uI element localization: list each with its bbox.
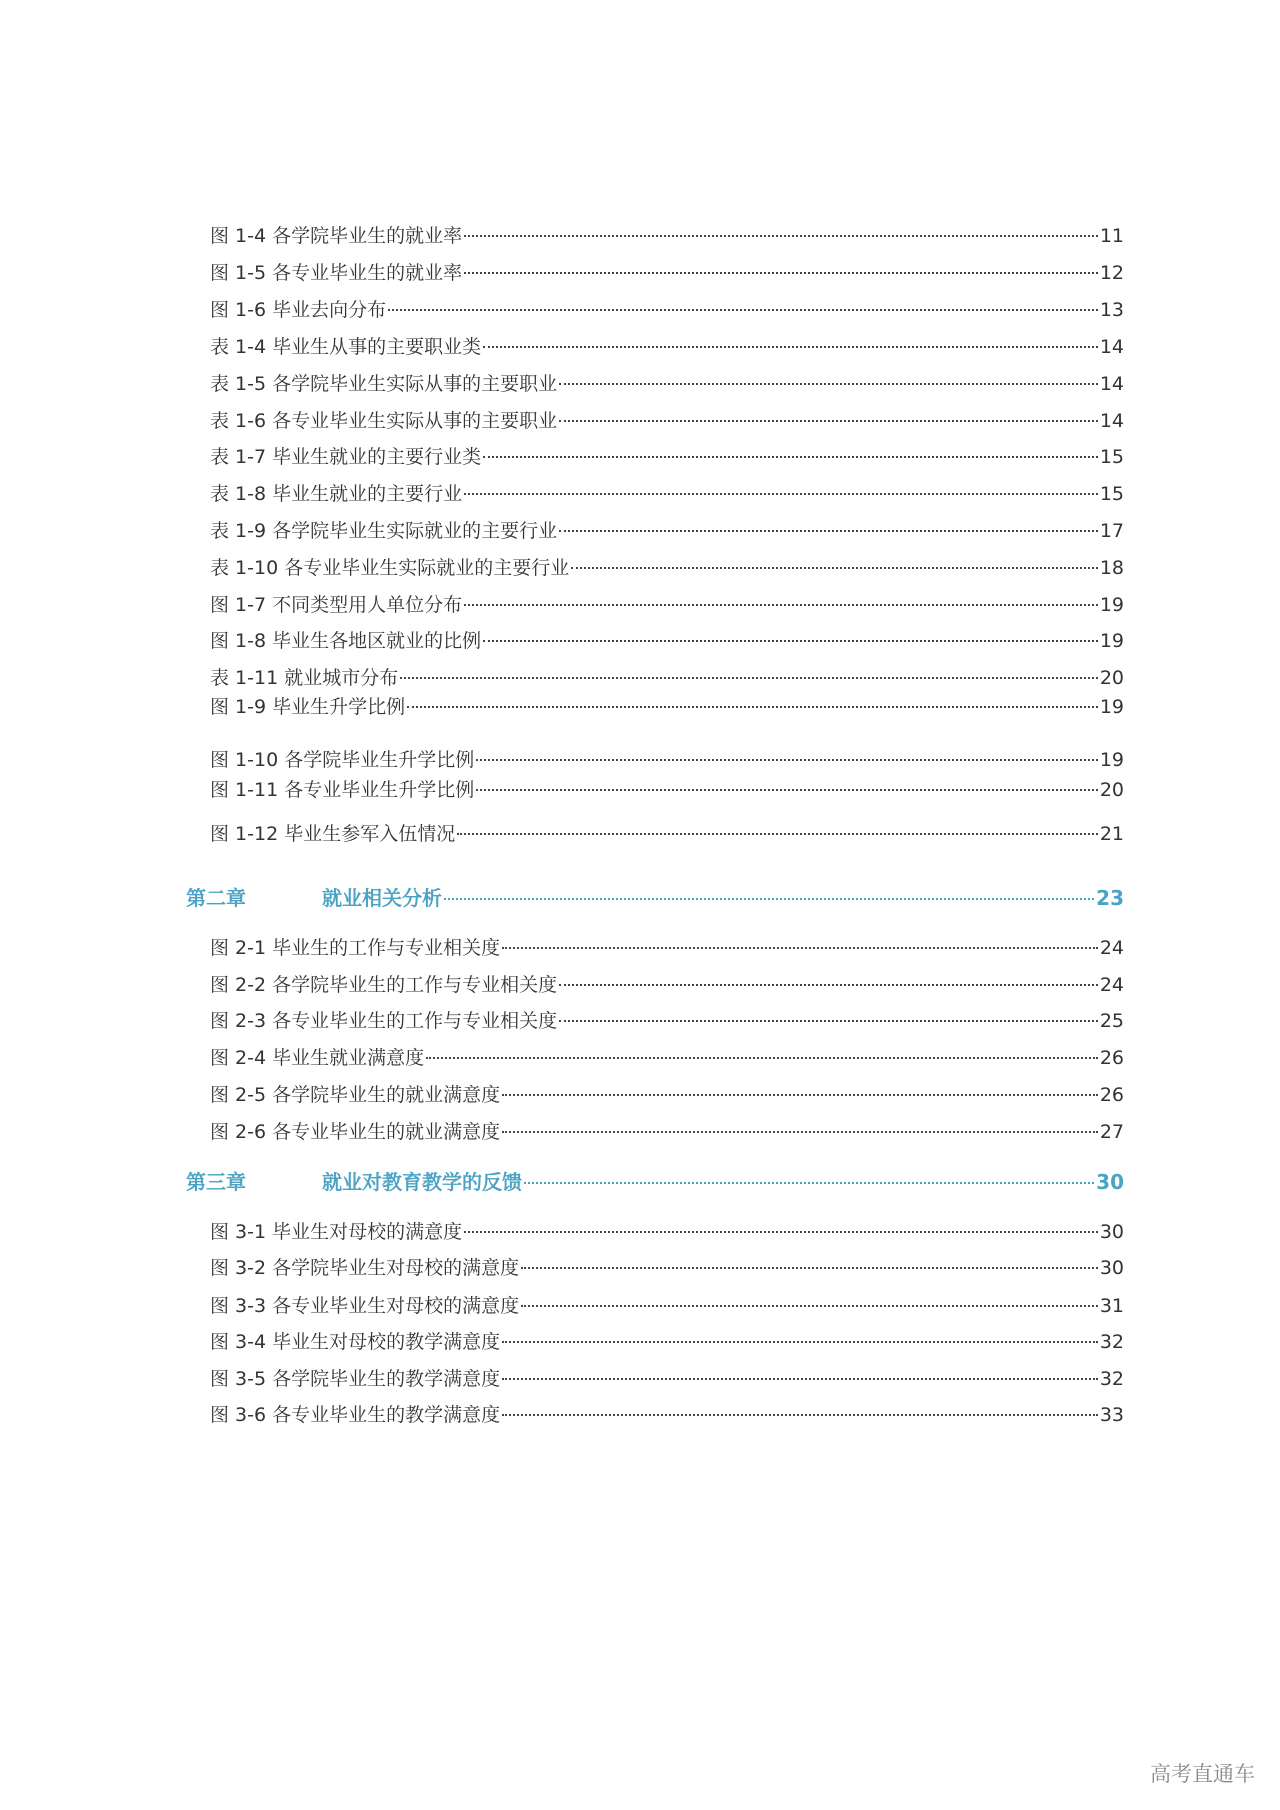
- page-number: 31: [1099, 1295, 1124, 1317]
- toc-entry[interactable]: [210, 821, 1124, 847]
- chapter-title: 就业相关分析: [322, 886, 442, 910]
- page-number: 14: [1099, 373, 1124, 395]
- dot-leader: [521, 1267, 1098, 1269]
- page-number: 19: [1099, 696, 1124, 718]
- page-number: 30: [1099, 1221, 1124, 1243]
- dot-leader: [571, 567, 1098, 569]
- toc-entry[interactable]: [210, 1255, 1124, 1281]
- page-number: 19: [1099, 630, 1124, 652]
- page-number: 30: [1099, 1257, 1124, 1279]
- dot-leader: [407, 706, 1098, 708]
- toc-entry[interactable]: [210, 481, 1124, 507]
- toc-entry[interactable]: [210, 555, 1124, 581]
- entry-label: 图 2-4 毕业生就业满意度: [210, 1047, 425, 1069]
- dot-leader: [464, 272, 1098, 274]
- dot-leader: [559, 420, 1098, 422]
- dot-leader: [464, 1231, 1098, 1233]
- page-number: 23: [1096, 886, 1124, 910]
- toc-chapter-2[interactable]: [186, 885, 1124, 911]
- dot-leader: [464, 604, 1098, 606]
- page-number: 32: [1099, 1368, 1124, 1390]
- toc-entry[interactable]: [210, 223, 1124, 249]
- entry-label: 图 2-3 各专业毕业生的工作与专业相关度: [210, 1010, 558, 1032]
- page-number: 15: [1099, 446, 1124, 468]
- toc-entry[interactable]: [210, 665, 1124, 691]
- toc-entry[interactable]: [210, 518, 1124, 544]
- dot-leader: [464, 235, 1098, 237]
- dot-leader: [502, 1341, 1098, 1343]
- dot-leader: [524, 1182, 1094, 1184]
- dot-leader: [400, 677, 1098, 679]
- page-number: 15: [1099, 483, 1124, 505]
- dot-leader: [559, 1020, 1098, 1022]
- entry-label: 表 1-11 就业城市分布: [210, 667, 399, 689]
- page-number: 18: [1099, 557, 1124, 579]
- watermark: 高考直通车: [1150, 1762, 1255, 1786]
- entry-label: 图 1-12 毕业生参军入伍情况: [210, 823, 456, 845]
- page-number: 20: [1099, 667, 1124, 689]
- toc-entry[interactable]: [210, 1366, 1124, 1392]
- entry-label: 图 3-2 各学院毕业生对母校的满意度: [210, 1257, 520, 1279]
- page-number: 24: [1099, 937, 1124, 959]
- dot-leader: [483, 640, 1098, 642]
- toc-entry[interactable]: [210, 935, 1124, 961]
- dot-leader: [559, 984, 1098, 986]
- entry-label: 图 1-11 各专业毕业生升学比例: [210, 779, 475, 801]
- toc-entry[interactable]: [210, 408, 1124, 434]
- page-number: 19: [1099, 594, 1124, 616]
- entry-label: 图 2-1 毕业生的工作与专业相关度: [210, 937, 501, 959]
- chapter-number: 第二章: [186, 886, 246, 910]
- dot-leader: [476, 789, 1098, 791]
- dot-leader: [457, 833, 1098, 835]
- toc-entry[interactable]: [210, 444, 1124, 470]
- toc-entry[interactable]: [210, 1045, 1124, 1071]
- entry-label: 表 1-6 各专业毕业生实际从事的主要职业: [210, 410, 558, 432]
- toc-entry[interactable]: [210, 1008, 1124, 1034]
- toc-entry[interactable]: [210, 334, 1124, 360]
- dot-leader: [559, 530, 1098, 532]
- entry-label: 图 3-3 各专业毕业生对母校的满意度: [210, 1295, 520, 1317]
- toc-entry[interactable]: [210, 694, 1124, 720]
- toc-entry[interactable]: [210, 972, 1124, 998]
- entry-label: 图 1-10 各学院毕业生升学比例: [210, 749, 475, 771]
- page-number: 17: [1099, 520, 1124, 542]
- entry-label: 表 1-10 各专业毕业生实际就业的主要行业: [210, 557, 570, 579]
- page-number: 26: [1099, 1084, 1124, 1106]
- entry-label: 表 1-9 各学院毕业生实际就业的主要行业: [210, 520, 558, 542]
- entry-label: 图 2-5 各学院毕业生的就业满意度: [210, 1084, 501, 1106]
- entry-label: 图 1-8 毕业生各地区就业的比例: [210, 630, 482, 652]
- page-number: 24: [1099, 974, 1124, 996]
- page-number: 19: [1099, 749, 1124, 771]
- toc-entry[interactable]: [210, 1293, 1124, 1319]
- entry-label: 图 1-7 不同类型用人单位分布: [210, 594, 463, 616]
- page-number: 14: [1099, 336, 1124, 358]
- toc-entry[interactable]: [210, 260, 1124, 286]
- dot-leader: [502, 1131, 1098, 1133]
- chapter-title: 就业对教育教学的反馈: [322, 1170, 522, 1194]
- toc-entry[interactable]: [210, 1082, 1124, 1108]
- toc-entry[interactable]: [210, 1329, 1124, 1355]
- page-number: 26: [1099, 1047, 1124, 1069]
- entry-label: 图 3-5 各学院毕业生的教学满意度: [210, 1368, 501, 1390]
- toc-entry[interactable]: [210, 1219, 1124, 1245]
- entry-label: 图 3-1 毕业生对母校的满意度: [210, 1221, 463, 1243]
- page-number: 25: [1099, 1010, 1124, 1032]
- toc-entry[interactable]: [210, 1119, 1124, 1145]
- toc-entry[interactable]: [210, 371, 1124, 397]
- entry-label: 表 1-8 毕业生就业的主要行业: [210, 483, 463, 505]
- entry-label: 图 3-4 毕业生对母校的教学满意度: [210, 1331, 501, 1353]
- page-number: 33: [1099, 1404, 1124, 1426]
- entry-label: 图 2-6 各专业毕业生的就业满意度: [210, 1121, 501, 1143]
- dot-leader: [559, 383, 1098, 385]
- toc-entry[interactable]: [210, 297, 1124, 323]
- entry-label: 表 1-4 毕业生从事的主要职业类: [210, 336, 482, 358]
- dot-leader: [388, 309, 1098, 311]
- dot-leader: [483, 456, 1098, 458]
- page-number: 20: [1099, 779, 1124, 801]
- dot-leader: [502, 1094, 1098, 1096]
- toc-entry[interactable]: [210, 1402, 1124, 1428]
- page-number: 14: [1099, 410, 1124, 432]
- dot-leader: [426, 1057, 1098, 1059]
- dot-leader: [502, 947, 1098, 949]
- chapter-number: 第三章: [186, 1170, 246, 1194]
- entry-label: 表 1-7 毕业生就业的主要行业类: [210, 446, 482, 468]
- dot-leader: [483, 346, 1098, 348]
- dot-leader: [444, 898, 1094, 900]
- entry-label: 图 1-9 毕业生升学比例: [210, 696, 406, 718]
- toc-entry[interactable]: [210, 628, 1124, 654]
- dot-leader: [521, 1305, 1098, 1307]
- dot-leader: [502, 1414, 1098, 1416]
- page-number: 21: [1099, 823, 1124, 845]
- page-number: 30: [1096, 1170, 1124, 1194]
- page-number: 12: [1099, 262, 1124, 284]
- dot-leader: [476, 759, 1098, 761]
- toc-chapter-3[interactable]: [186, 1169, 1124, 1195]
- page-number: 32: [1099, 1331, 1124, 1353]
- toc-entry[interactable]: [210, 747, 1124, 773]
- dot-leader: [502, 1378, 1098, 1380]
- entry-label: 图 1-5 各专业毕业生的就业率: [210, 262, 463, 284]
- toc-entry[interactable]: [210, 592, 1124, 618]
- entry-label: 图 1-4 各学院毕业生的就业率: [210, 225, 463, 247]
- page-number: 13: [1099, 299, 1124, 321]
- entry-label: 图 3-6 各专业毕业生的教学满意度: [210, 1404, 501, 1426]
- entry-label: 图 2-2 各学院毕业生的工作与专业相关度: [210, 974, 558, 996]
- dot-leader: [464, 493, 1098, 495]
- entry-label: 表 1-5 各学院毕业生实际从事的主要职业: [210, 373, 558, 395]
- page-number: 11: [1099, 225, 1124, 247]
- toc-entry[interactable]: [210, 777, 1124, 803]
- page-number: 27: [1099, 1121, 1124, 1143]
- entry-label: 图 1-6 毕业去向分布: [210, 299, 387, 321]
